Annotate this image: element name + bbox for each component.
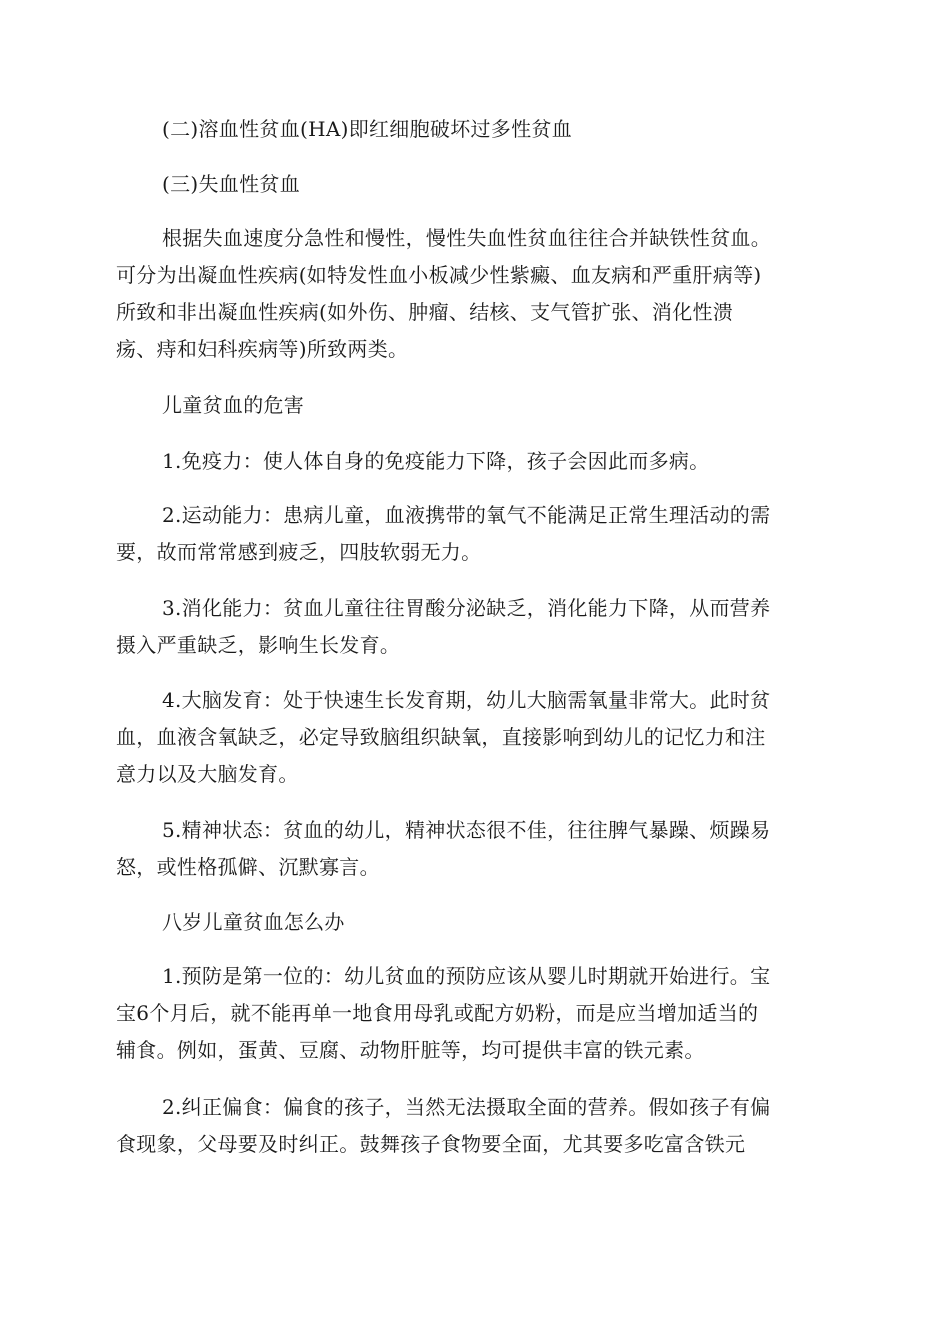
what-to-do-heading — [116, 904, 836, 941]
text-line: 宝6个月后，就不能再单一地食用母乳或配方奶粉，而是应当增加适当的 — [116, 1001, 759, 1025]
text-line: 所致和非出凝血性疾病(如外伤、肿瘤、结核、支气管扩张、消化性溃 — [116, 300, 734, 324]
todo-item-1 — [116, 958, 836, 1069]
text-line: 血，血液含氧缺乏，必定导致脑组织缺氧，直接影响到幼儿的记忆力和注 — [116, 725, 766, 749]
text-line: (三)失血性贫血 — [162, 172, 301, 196]
text-line: 1.预防是第一位的：幼儿贫血的预防应该从婴儿时期就开始进行。宝 — [162, 964, 771, 988]
text-line: 意力以及大脑发育。 — [116, 762, 299, 786]
text-line: 1.免疫力：使人体自身的免疫能力下降，孩子会因此而多病。 — [162, 449, 710, 473]
text-line: 根据失血速度分急性和慢性，慢性失血性贫血往往合并缺铁性贫血。 — [162, 226, 771, 250]
harm-item-4 — [116, 682, 836, 793]
todo-item-2 — [116, 1089, 836, 1163]
harm-heading — [116, 387, 836, 424]
text-line: 儿童贫血的危害 — [162, 393, 305, 417]
harm-item-2 — [116, 497, 836, 571]
harm-item-5 — [116, 812, 836, 886]
blood-loss-heading — [116, 166, 836, 203]
blood-loss-paragraph — [116, 220, 836, 368]
text-line: 4.大脑发育：处于快速生长发育期，幼儿大脑需氧量非常大。此时贫 — [162, 688, 771, 712]
text-line: 八岁儿童贫血怎么办 — [162, 910, 345, 934]
text-line: 2.运动能力：患病儿童，血液携带的氧气不能满足正常生理活动的需 — [162, 503, 771, 527]
ha-heading — [116, 111, 836, 148]
text-line: 摄入严重缺乏，影响生长发育。 — [116, 633, 401, 657]
text-line: 要，故而常常感到疲乏，四肢软弱无力。 — [116, 540, 482, 564]
text-line: (二)溶血性贫血(HA)即红细胞破坏过多性贫血 — [162, 117, 572, 141]
text-line: 怒，或性格孤僻、沉默寡言。 — [116, 855, 380, 879]
text-line: 食现象，父母要及时纠正。鼓舞孩子食物要全面，尤其要多吃富含铁元 — [116, 1132, 746, 1156]
harm-item-1 — [116, 443, 836, 480]
text-line: 5.精神状态：贫血的幼儿，精神状态很不佳，往往脾气暴躁、烦躁易 — [162, 818, 771, 842]
text-line: 疡、痔和妇科疾病等)所致两类。 — [116, 337, 409, 361]
harm-item-3 — [116, 590, 836, 664]
text-line: 可分为出凝血性疾病(如特发性血小板减少性紫癜、血友病和严重肝病等) — [116, 263, 762, 287]
text-line: 辅食。例如，蛋黄、豆腐、动物肝脏等，均可提供丰富的铁元素。 — [116, 1038, 705, 1062]
text-line: 2.纠正偏食：偏食的孩子，当然无法摄取全面的营养。假如孩子有偏 — [162, 1095, 771, 1119]
text-line: 3.消化能力：贫血儿童往往胃酸分泌缺乏，消化能力下降，从而营养 — [162, 596, 771, 620]
